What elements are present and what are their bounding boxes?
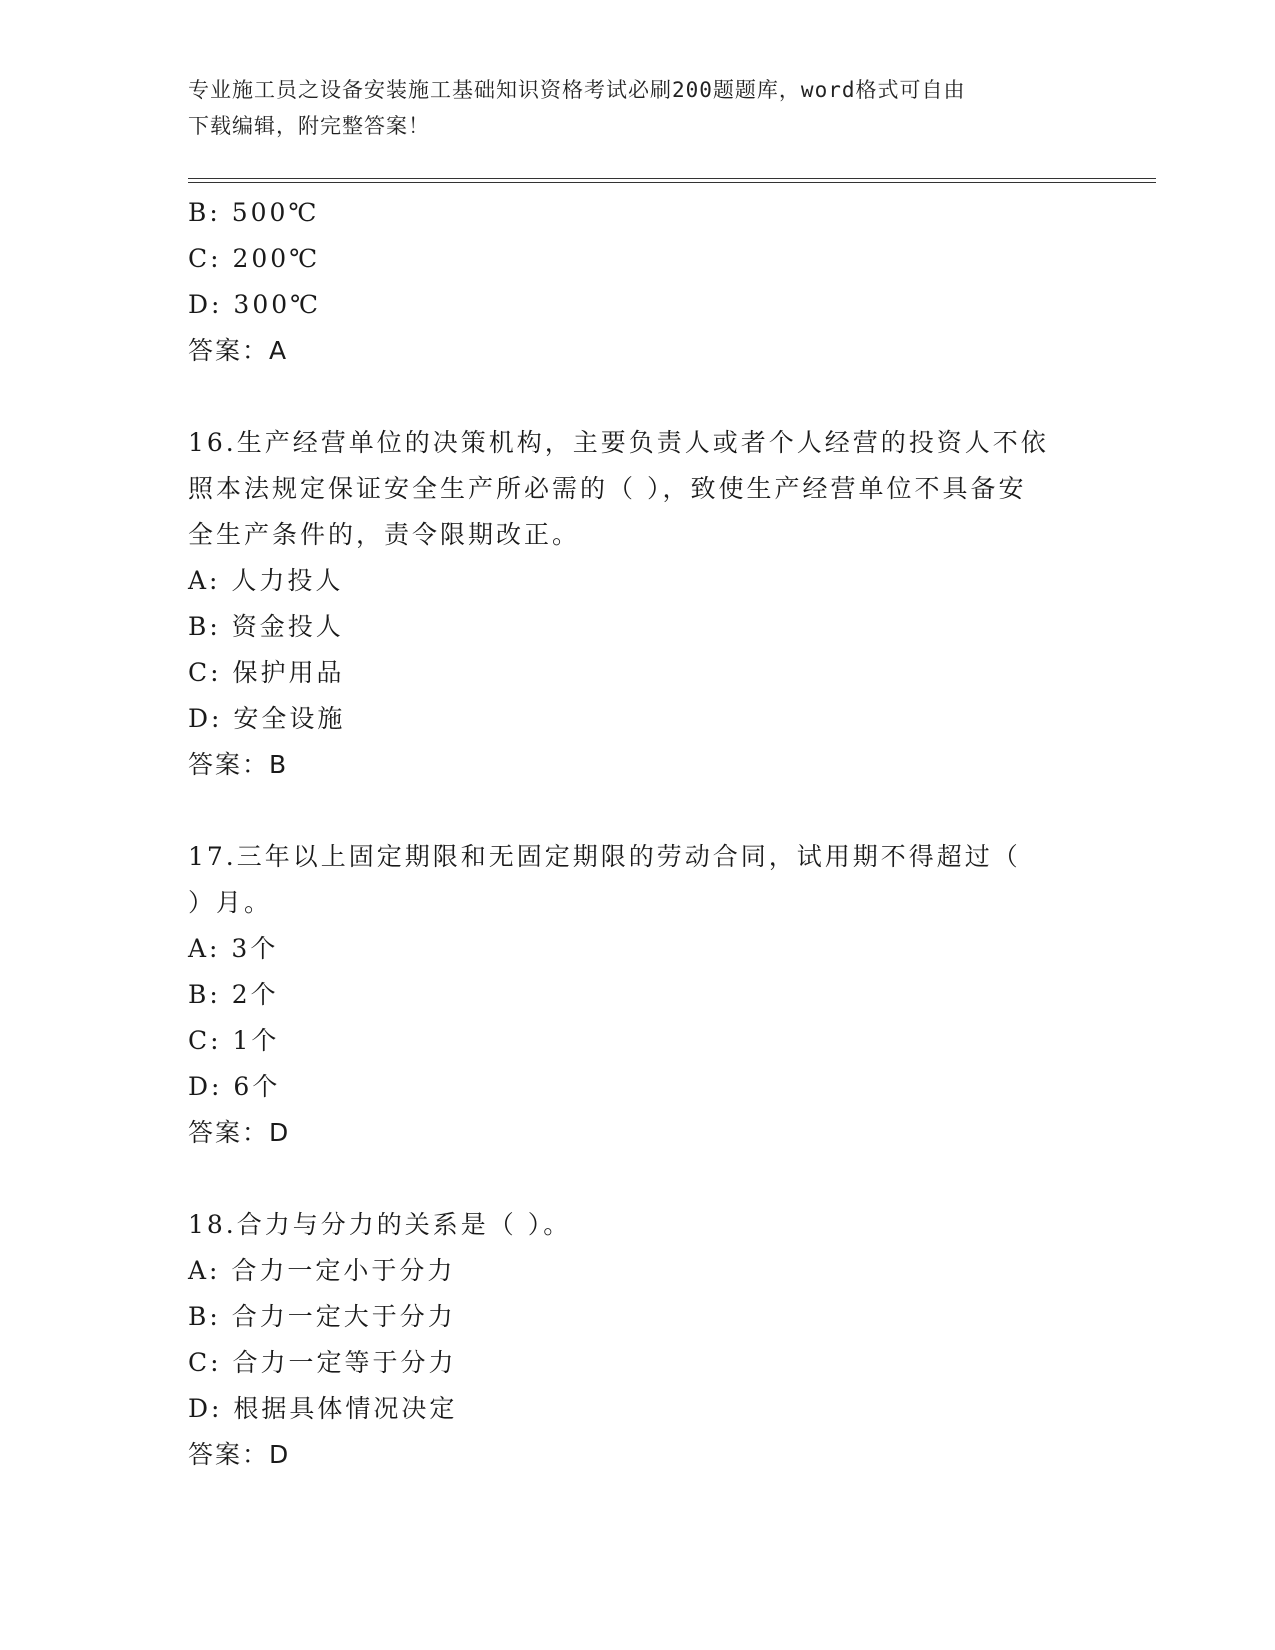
answer-line: 答案：A [188, 336, 289, 365]
answer-line: 答案：D [188, 1440, 291, 1469]
question-stem-line: 16.生产经营单位的决策机构，主要负责人或者个人经营的投资人不依 [188, 428, 1049, 457]
question-stem-line: 17.三年以上固定期限和无固定期限的劳动合同，试用期不得超过（ [188, 842, 1021, 871]
option-d: D: 300℃ [188, 290, 322, 319]
option-b: B: 资金投人 [188, 612, 344, 641]
question-16-block [188, 420, 1078, 788]
page-header [188, 72, 1088, 144]
option-d: D: 6个 [188, 1072, 281, 1101]
option-a: A: 合力一定小于分力 [188, 1256, 456, 1285]
question-17-block [188, 834, 1078, 1156]
answer-line: 答案：D [188, 1118, 291, 1147]
spacer [188, 788, 1078, 834]
spacer [188, 374, 1078, 420]
spacer [188, 1156, 1078, 1202]
question-18-block [188, 1202, 1078, 1478]
question-stem-line: 全生产条件的，责令限期改正。 [188, 520, 581, 549]
option-d: D: 安全设施 [188, 704, 346, 733]
option-b: B: 2个 [188, 980, 279, 1009]
question-stem-line: 照本法规定保证安全生产所必需的（ ），致使生产经营单位不具备安 [188, 474, 1027, 503]
question-stem-line: 18.合力与分力的关系是（ ）。 [188, 1210, 572, 1239]
option-c: C: 保护用品 [188, 658, 345, 687]
header-divider [188, 178, 1156, 183]
answer-line: 答案：B [188, 750, 289, 779]
header-title-line-2: 下载编辑，附完整答案！ [188, 114, 430, 138]
option-c: C: 1个 [188, 1026, 280, 1055]
option-c: C: 200℃ [188, 244, 321, 273]
question-15-block [188, 190, 1078, 374]
header-title-line-1: 专业施工员之设备安装施工基础知识资格考试必刷200题题库，word格式可自由 [188, 78, 966, 102]
question-list [188, 190, 1078, 1478]
question-stem-line: ）月。 [188, 888, 273, 917]
option-d: D: 根据具体情况决定 [188, 1394, 458, 1423]
option-c: C: 合力一定等于分力 [188, 1348, 457, 1377]
option-b: B: 合力一定大于分力 [188, 1302, 456, 1331]
option-b: B: 500℃ [188, 198, 320, 227]
option-a: A: 人力投人 [188, 566, 344, 595]
option-a: A: 3个 [188, 934, 279, 963]
